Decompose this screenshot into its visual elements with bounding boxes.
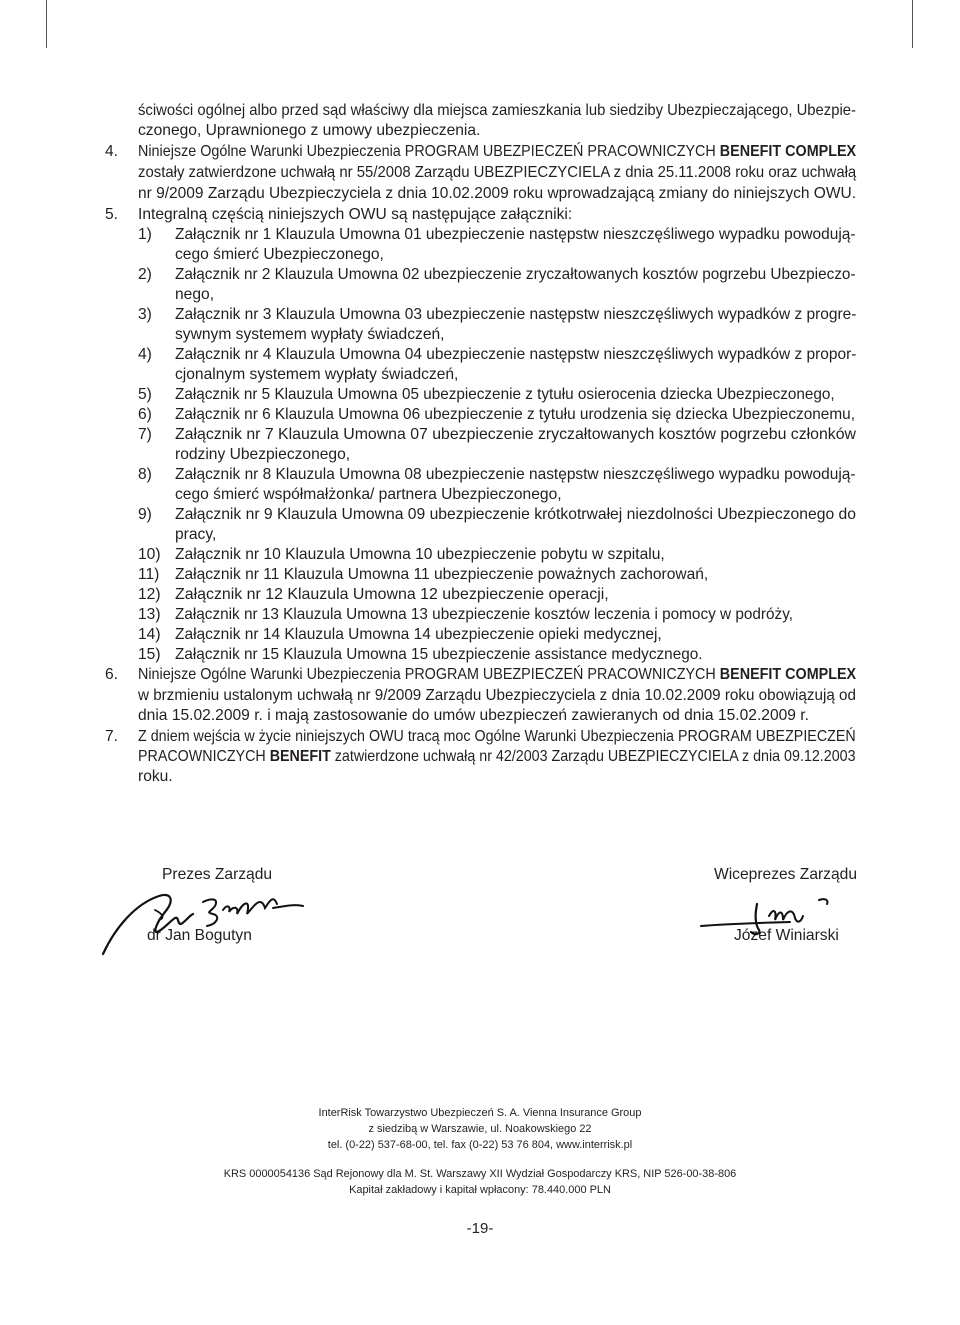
attachment-item: Załącznik nr 5 Klauzula Umowna 05 ubezpieczenie z tytułu osierocenia dziecka Ubezpieczonego, — [175, 386, 835, 403]
attachment-item: sywnym systemem wypłaty świadczeń, — [175, 326, 445, 343]
text-line — [138, 142, 856, 162]
item-number: 1) — [138, 226, 152, 243]
attachment-item: Załącznik nr 4 Klauzula Umowna 04 ubezpieczenie następstw nieszczęśliwych wypadków z propor- — [175, 346, 857, 363]
page-number: -19- — [466, 1220, 494, 1237]
item-number: 6) — [138, 406, 152, 423]
attachment-item: Załącznik nr 9 Klauzula Umowna 09 ubezpieczenie krótkotrwałej niezdolności Ubezpieczonego do — [175, 506, 856, 523]
text-line: w brzmieniu ustalonym uchwałą nr 9/2009 Zarządu Ubezpieczyciela z dnia 10.02.2009 roku obowiązują od — [138, 687, 856, 704]
product-name: BENEFIT — [269, 748, 331, 765]
item-number: 14) — [138, 626, 161, 643]
list-marker: 4. — [105, 143, 119, 160]
crop-mark-left — [46, 0, 47, 48]
signatory-title-right: Wiceprezes Zarządu — [714, 866, 857, 883]
attachment-item: Załącznik nr 13 Klauzula Umowna 13 ubezpieczenie kosztów leczenia i pomocy w podróży, — [175, 606, 793, 623]
item-number: 15) — [138, 646, 161, 663]
text-line: ściwości ogólnej albo przed sąd właściwy dla miejsca zamieszkania lub siedziby Ubezpieczającego, Ubezpie- — [138, 102, 856, 119]
item-number: 13) — [138, 606, 161, 623]
text-line — [138, 747, 856, 767]
attachment-item: Załącznik nr 2 Klauzula Umowna 02 ubezpieczenie zryczałtowanych kosztów pogrzebu Ubezpieczo- — [175, 266, 856, 283]
footer-line: Kapitał zakładowy i kapitał wpłacony: 78.440.000 PLN — [349, 1184, 611, 1196]
item-number: 11) — [138, 566, 160, 583]
signature-left — [95, 880, 310, 960]
item-number: 2) — [138, 266, 152, 283]
text-segment: Niniejsze Ogólne Warunki Ubezpieczenia PROGRAM UBEZPIECZEŃ PRACOWNICZYCH — [138, 143, 720, 160]
attachment-item: Załącznik nr 12 Klauzula Umowna 12 ubezpieczenie operacji, — [175, 586, 609, 603]
footer-line: KRS 0000054136 Sąd Rejonowy dla M. St. Warszawy XII Wydział Gospodarczy KRS, NIP 526-00-38-806 — [223, 1168, 737, 1180]
text-line: Integralną częścią niniejszych OWU są następujące załączniki: — [138, 206, 573, 223]
signatory-name-left: dr Jan Bogutyn — [147, 927, 252, 944]
item-number: 5) — [138, 386, 152, 403]
attachment-item: rodziny Ubezpieczonego, — [175, 446, 351, 463]
item-number: 4) — [138, 346, 152, 363]
signatory-title-left: Prezes Zarządu — [162, 866, 273, 883]
list-marker: 7. — [105, 728, 119, 745]
signature-right — [695, 890, 845, 940]
crop-mark-right — [912, 0, 913, 48]
attachment-item: Załącznik nr 14 Klauzula Umowna 14 ubezpieczenie opieki medycznej, — [175, 626, 662, 643]
attachment-item: nego, — [175, 286, 215, 303]
attachment-item: cjonalnym systemem wypłaty świadczeń, — [175, 366, 459, 383]
attachment-item: cego śmierć współmałżonka/ partnera Ubezpieczonego, — [175, 486, 562, 503]
text-line: dnia 15.02.2009 r. i mają zastosowanie do umów ubezpieczeń zawieranych od dnia 15.02.2009 r. — [138, 707, 809, 724]
footer-line: z siedzibą w Warszawie, ul. Noakowskiego 22 — [368, 1123, 592, 1135]
footer-line: InterRisk Towarzystwo Ubezpieczeń S. A. Vienna Insurance Group — [318, 1107, 642, 1119]
signatory-name-right: Józef Winiarski — [734, 927, 839, 944]
text-line: nr 9/2009 Zarządu Ubezpieczyciela z dnia 10.02.2009 roku wprowadzającą zmiany do niniejszych OWU. — [138, 185, 857, 202]
attachment-item: cego śmierć Ubezpieczonego, — [175, 246, 384, 263]
attachment-item: Załącznik nr 11 Klauzula Umowna 11 ubezpieczenie poważnych zachorowań, — [175, 566, 709, 583]
attachment-item: Załącznik nr 8 Klauzula Umowna 08 ubezpieczenie następstw nieszczęśliwego wypadku powodują- — [175, 466, 856, 483]
text-line — [138, 665, 856, 685]
attachment-item: Załącznik nr 1 Klauzula Umowna 01 ubezpieczenie następstw nieszczęśliwego wypadku powodują- — [175, 226, 856, 243]
text-line: Z dniem wejścia w życie niniejszych OWU tracą moc Ogólne Warunki Ubezpieczenia PROGRAM UBEZPIECZEŃ — [138, 728, 856, 745]
text-segment: PRACOWNICZYCH — [138, 748, 270, 765]
item-number: 3) — [138, 306, 152, 323]
item-number: 10) — [138, 546, 161, 563]
item-number: 8) — [138, 466, 152, 483]
attachment-item: Załącznik nr 15 Klauzula Umowna 15 ubezpieczenie assistance medycznego. — [175, 646, 703, 663]
attachment-item: Załącznik nr 7 Klauzula Umowna 07 ubezpieczenie zryczałtowanych kosztów pogrzebu członków — [175, 426, 856, 443]
list-marker: 5. — [105, 206, 119, 223]
product-name: BENEFIT COMPLEX — [719, 143, 857, 160]
item-number: 9) — [138, 506, 152, 523]
attachment-item: Załącznik nr 3 Klauzula Umowna 03 ubezpieczenie następstw nieszczęśliwych wypadków z progre- — [175, 306, 857, 323]
text-line: zostały zatwierdzone uchwałą nr 55/2008 Zarządu UBEZPIECZYCIELA z dnia 25.11.2008 roku oraz uchwałą — [138, 164, 857, 181]
item-number: 7) — [138, 426, 152, 443]
attachment-item: Załącznik nr 6 Klauzula Umowna 06 ubezpieczenie z tytułu urodzenia się dziecka Ubezpieczonemu, — [175, 406, 855, 423]
item-number: 12) — [138, 586, 161, 603]
text-line: czonego, Uprawnionego z umowy ubezpieczenia. — [138, 122, 481, 139]
list-marker: 6. — [105, 666, 119, 683]
text-segment: Niniejsze Ogólne Warunki Ubezpieczenia PROGRAM UBEZPIECZEŃ PRACOWNICZYCH — [138, 666, 720, 683]
attachment-item: Załącznik nr 10 Klauzula Umowna 10 ubezpieczenie pobytu w szpitalu, — [175, 546, 665, 563]
product-name: BENEFIT COMPLEX — [719, 666, 857, 683]
text-segment: zatwierdzone uchwałą nr 42/2003 Zarządu UBEZPIECZYCIELA z dnia 09.12.2003 — [330, 748, 856, 765]
footer-line: tel. (0-22) 537-68-00, tel. fax (0-22) 53 76 804, www.interrisk.pl — [327, 1139, 633, 1151]
text-line: roku. — [138, 768, 173, 785]
attachment-item: pracy, — [175, 526, 217, 543]
